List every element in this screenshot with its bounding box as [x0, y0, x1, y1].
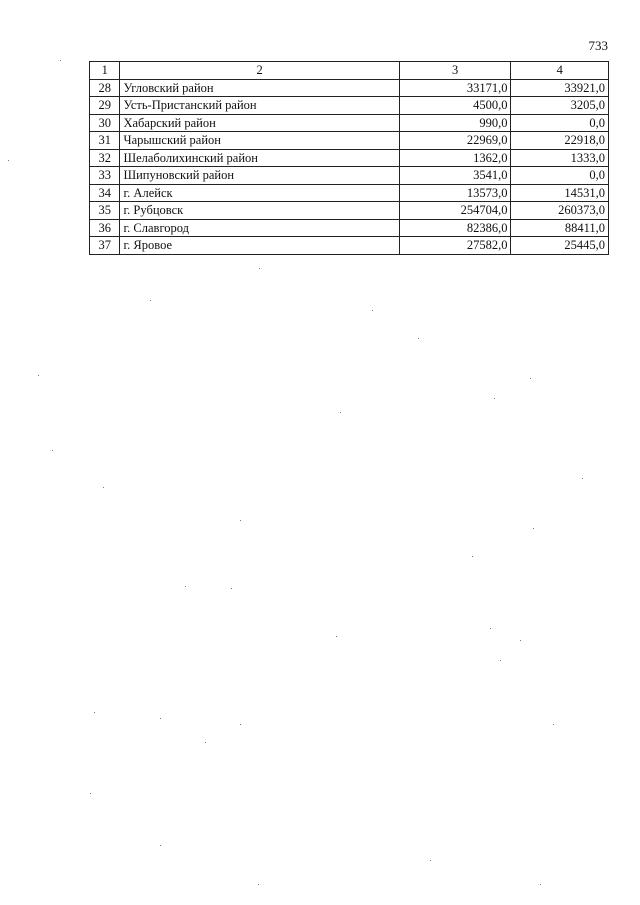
row-name: Шипуновский район — [120, 167, 399, 185]
scan-speck — [553, 724, 554, 725]
scan-speck — [94, 712, 95, 713]
scan-speck — [430, 860, 431, 861]
scan-speck — [185, 586, 186, 587]
row-value-col4: 33921,0 — [511, 79, 609, 97]
row-name: Угловский район — [120, 79, 399, 97]
row-value-col4: 88411,0 — [511, 219, 609, 237]
scan-speck — [160, 845, 161, 846]
row-number: 32 — [90, 149, 120, 167]
row-name: Хабарский район — [120, 114, 399, 132]
row-name: г. Рубцовск — [120, 202, 399, 220]
scan-speck — [500, 660, 501, 661]
row-value-col3: 82386,0 — [399, 219, 511, 237]
row-value-col3: 22969,0 — [399, 132, 511, 150]
scan-speck — [231, 588, 232, 589]
header-col-2: 2 — [120, 62, 399, 80]
row-value-col4: 1333,0 — [511, 149, 609, 167]
row-number: 30 — [90, 114, 120, 132]
row-number: 35 — [90, 202, 120, 220]
scan-speck — [336, 636, 337, 637]
scan-speck — [205, 742, 206, 743]
scan-speck — [540, 884, 541, 885]
scan-speck — [150, 300, 151, 301]
scan-speck — [472, 556, 473, 557]
row-value-col4: 3205,0 — [511, 97, 609, 115]
table-row — [90, 219, 609, 237]
row-value-col3: 33171,0 — [399, 79, 511, 97]
table-row — [90, 149, 609, 167]
row-number: 34 — [90, 184, 120, 202]
row-value-col3: 1362,0 — [399, 149, 511, 167]
table-row — [90, 202, 609, 220]
row-name: Шелаболихинский район — [120, 149, 399, 167]
scan-speck — [103, 487, 104, 488]
table-row — [90, 132, 609, 150]
row-number: 33 — [90, 167, 120, 185]
table-row — [90, 97, 609, 115]
row-number: 36 — [90, 219, 120, 237]
scan-speck — [240, 724, 241, 725]
scan-speck — [259, 268, 260, 269]
row-value-col3: 4500,0 — [399, 97, 511, 115]
scan-speck — [160, 718, 161, 719]
scan-speck — [240, 520, 241, 521]
row-value-col3: 13573,0 — [399, 184, 511, 202]
table-row — [90, 167, 609, 185]
header-col-3: 3 — [399, 62, 511, 80]
row-number: 29 — [90, 97, 120, 115]
row-number: 28 — [90, 79, 120, 97]
row-value-col4: 260373,0 — [511, 202, 609, 220]
row-value-col4: 14531,0 — [511, 184, 609, 202]
scan-speck — [530, 378, 531, 379]
row-name: г. Алейск — [120, 184, 399, 202]
table-row — [90, 79, 609, 97]
scan-speck — [8, 160, 9, 161]
table-row — [90, 114, 609, 132]
scan-speck — [60, 60, 61, 61]
scan-speck — [582, 478, 583, 479]
scan-speck — [38, 375, 39, 376]
row-value-col3: 3541,0 — [399, 167, 511, 185]
row-name: Чарышский район — [120, 132, 399, 150]
scan-speck — [494, 398, 495, 399]
scan-speck — [418, 338, 419, 339]
row-number: 31 — [90, 132, 120, 150]
row-value-col3: 27582,0 — [399, 237, 511, 255]
header-col-1: 1 — [90, 62, 120, 80]
scan-speck — [90, 793, 91, 794]
page-number: 733 — [588, 38, 608, 53]
scan-speck — [372, 310, 373, 311]
row-value-col3: 254704,0 — [399, 202, 511, 220]
scan-speck — [520, 640, 521, 641]
scan-speck — [340, 412, 341, 413]
row-value-col4: 0,0 — [511, 114, 609, 132]
scan-speck — [490, 628, 491, 629]
table-row — [90, 237, 609, 255]
row-value-col4: 25445,0 — [511, 237, 609, 255]
scan-speck — [52, 450, 53, 451]
row-value-col3: 990,0 — [399, 114, 511, 132]
header-col-4: 4 — [511, 62, 609, 80]
scan-speck — [258, 884, 259, 885]
row-name: г. Яровое — [120, 237, 399, 255]
table-header-row — [90, 62, 609, 80]
data-table — [89, 61, 609, 255]
row-number: 37 — [90, 237, 120, 255]
row-value-col4: 0,0 — [511, 167, 609, 185]
scan-speck — [533, 528, 534, 529]
row-value-col4: 22918,0 — [511, 132, 609, 150]
table-row — [90, 184, 609, 202]
row-name: г. Славгород — [120, 219, 399, 237]
row-name: Усть-Пристанский район — [120, 97, 399, 115]
